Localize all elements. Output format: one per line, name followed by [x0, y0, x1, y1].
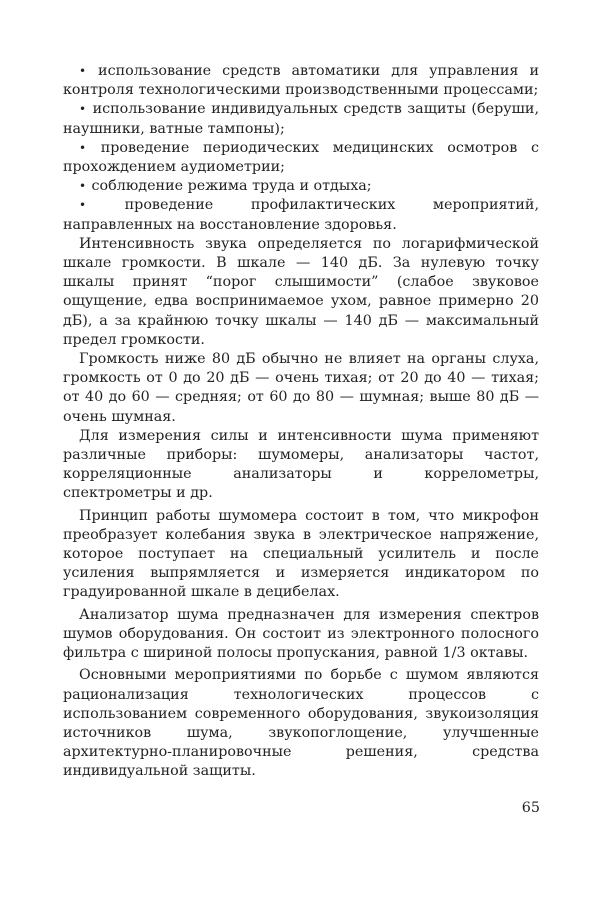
bullet-text: использование индивидуальных средств защиты (беруши, наушники, ватные тампоны); [63, 101, 539, 137]
bullet-mark: • [79, 198, 87, 213]
bullet-item [63, 196, 539, 234]
bullet-text: соблюдение режима труда и отдыха; [91, 178, 372, 195]
paragraph-noise-measures: Основными мероприятиями по борьбе с шумом являются рационализация технологических процессов с использованием современного оборудования, звукоизоляция источников шума, звукопоглощение, улучшенные архитектурно-планировочные решения, средства индивидуальной защиты. [63, 667, 539, 780]
bullet-item [63, 177, 539, 196]
bullet-text: проведение профилактических мероприятий, направленных на восстановление здоровья. [63, 197, 540, 233]
paragraph-noise-analyzer: Анализатор шума предназначен для измерения спектров шумов оборудования. Он состоит из электронного полосного фильтра с шириной полосы пропускания, равной 1/3 октавы. [63, 606, 539, 662]
bullet-mark: • [79, 179, 87, 194]
page-number: 65 [521, 800, 540, 816]
bullet-item [63, 100, 539, 138]
bullet-item [63, 62, 539, 100]
bullet-mark: • [79, 140, 87, 155]
paragraph-measuring-devices: Для измерения силы и интенсивности шума применяют различные приборы: шумомеры, анализаторы частот, корреляционные анализаторы и коррелометры, спектрометры и др. [63, 427, 539, 502]
paragraph-sound-meter-principle: Принцип работы шумомера состоит в том, что микрофон преобразует колебания звука в электрическое напряжение, которое поступает на специальный усилитель и после усиления выпрямляется и измеряется индикатором по градуированной шкале в децибелах. [63, 507, 539, 601]
page-body [63, 62, 539, 782]
paragraph-sound-intensity: Интенсивность звука определяется по логарифмической шкале громкости. В шкале — 140 дБ. За нулевую точку шкалы принят “порог слышимости” (слабое звуковое ощущение, едва воспринимаемое ухом, равное примерно 20 дБ), а за крайнюю точку шкалы — 140 дБ — максимальный предел громкости. [63, 235, 539, 348]
paragraph-loudness-levels: Громкость ниже 80 дБ обычно не влияет на органы слуха, громкость от 0 до 20 дБ — очень тихая; от 20 до 40 — тихая; от 40 до 60 — средняя; от 60 до 80 — шумная; выше 80 дБ — очень шумная. [63, 351, 539, 425]
bullet-mark: • [79, 102, 87, 117]
bullet-text: проведение периодических медицинских осмотров с прохождением аудиометрии; [63, 139, 539, 176]
bullet-item [63, 139, 539, 177]
bullet-mark: • [79, 64, 87, 78]
bullet-text: использование средств автоматики для управления и контроля технологическими производственными процессами; [63, 63, 539, 99]
